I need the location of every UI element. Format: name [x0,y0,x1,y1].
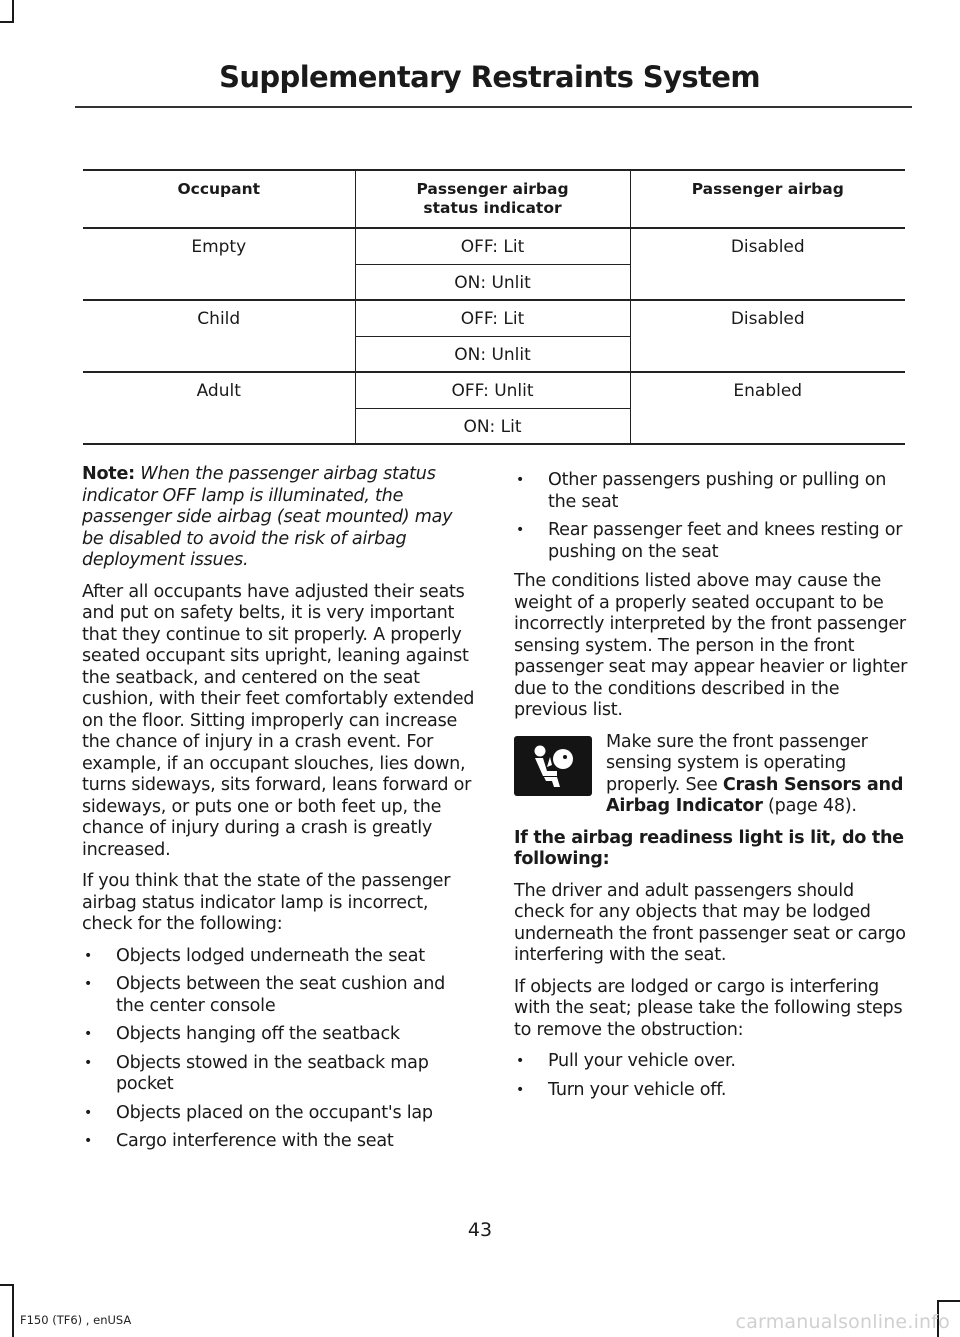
table-cell-indicator: OFF: Lit [355,300,630,336]
bullet-icon: • [84,947,93,964]
left-column [82,464,476,1161]
page-reference: (page 48). [768,796,857,816]
list-item [82,946,476,968]
list-item [514,1051,908,1073]
table-cell-occupant: Adult [83,372,355,444]
table-row [83,300,905,336]
list-item [82,1024,476,1046]
table-row [83,372,905,408]
crop-mark [0,1284,14,1286]
list-item-text: Objects placed on the occupant's lap [116,1102,433,1123]
bullet-icon: • [516,522,525,538]
crop-mark [937,1300,960,1302]
table-cell-occupant: Child [83,300,355,372]
paragraph: The driver and adult passengers should check for any objects that may be lodged underneath the front passenger seat or cargo interfering with the seat. [514,880,906,965]
table-header: Occupant [83,170,355,228]
table-cell-indicator: OFF: Lit [355,228,630,264]
bullet-icon: • [84,1104,93,1121]
list-item [514,520,908,563]
table-cell-indicator: ON: Unlit [355,264,630,300]
crop-mark [12,0,14,22]
bullet-icon: • [516,1053,525,1069]
list-item [82,1053,476,1096]
list-item-text: Rear passenger feet and knees resting or pushing on the seat [548,520,903,562]
table-cell-indicator: OFF: Unlit [355,372,630,408]
note-text: When the passenger airbag status indicator OFF lamp is illuminated, the passenger side airbag (seat mounted) may be disabled to avoid the risk of airbag deployment issues. [82,464,453,570]
list-item [82,1131,476,1153]
bullet-list [82,946,476,1153]
list-item-text: Objects between the seat cushion and the center console [116,974,446,1016]
list-item-text: Objects hanging off the seatback [116,1024,400,1044]
paragraph: The conditions listed above may cause the weight of a properly seated occupant to be incorrectly interpreted by the front passenger sensing system. The person in the front passenger seat may appear heavier or lighter due to the conditions described in the previous list. [514,571,908,720]
table-cell-indicator: ON: Unlit [355,336,630,372]
list-item-text: Objects stowed in the seatback map pocket [116,1052,429,1094]
bullet-icon: • [84,1054,93,1071]
paragraph: After all occupants have adjusted their seats and put on safety belts, it is very important that they continue to sit properly. A properly seated occupant sits upright, leaning against the seatback, and centered on the seat cushion, with their feet comfortably extended on the floor. Sitting improperly can increase the chance of injury in a crash event. For example, if an occupant slouches, lies down, turns sideways, sits forward, leans forward or sideways, or puts one or both feet up, the chance of injury during a crash is greatly increased. [82,581,475,860]
table-cell-airbag: Disabled [630,228,905,300]
table-row [83,228,905,264]
paragraph: If you think that the state of the passenger airbag status indicator lamp is incorrect, check for the following: [82,871,451,934]
crash-sensors-link[interactable]: Crash Sensors and Airbag Indicator [606,774,904,816]
right-column [514,470,908,1109]
list-item-text: Cargo interference with the seat [116,1131,394,1151]
title-rule [75,106,912,108]
crop-mark [0,21,14,23]
bullet-icon: • [516,472,525,488]
watermark: carmanualsonline.info [735,1311,950,1333]
bullet-icon: • [516,1081,525,1098]
table-header-row [83,170,905,228]
page-number: 43 [467,1219,493,1241]
table-cell-occupant: Empty [83,228,355,300]
airbag-status-table [83,169,905,445]
table-header: Passenger airbag status indicator [355,170,630,228]
bullet-icon: • [84,1026,93,1042]
list-item [82,974,476,1017]
list-item [514,470,908,513]
list-item [514,1080,908,1102]
table-header: Passenger airbag [630,170,905,228]
bullet-icon: • [84,976,93,992]
section-subheading: If the airbag readiness light is lit, do the following: [514,827,904,869]
bullet-list [514,1051,908,1101]
list-item-text: Turn your vehicle off. [548,1079,727,1100]
crop-mark [12,1285,14,1337]
list-item [82,1103,476,1125]
bullet-list [514,470,908,563]
paragraph: If objects are lodged or cargo is interfering with the seat; please take the following steps to remove the obstruction: [514,976,903,1040]
bullet-icon: • [84,1133,93,1149]
list-item-text: Objects lodged underneath the seat [116,945,425,966]
page-title: Supplementary Restraints System [219,60,760,94]
table-cell-airbag: Disabled [630,300,905,372]
footer-code: F150 (TF6) , enUSA [20,1313,132,1327]
airbag-warning-icon [514,736,592,796]
note [82,464,476,572]
table-cell-airbag: Enabled [630,372,905,444]
list-item-text: Other passengers pushing or pulling on the seat [548,470,887,512]
warning-block [514,732,908,818]
warning-text: Make sure the front passenger sensing system is operating properly. See [606,731,868,795]
table-cell-indicator: ON: Lit [355,408,630,444]
list-item-text: Pull your vehicle over. [548,1051,736,1071]
note-label: Note: [82,464,135,484]
